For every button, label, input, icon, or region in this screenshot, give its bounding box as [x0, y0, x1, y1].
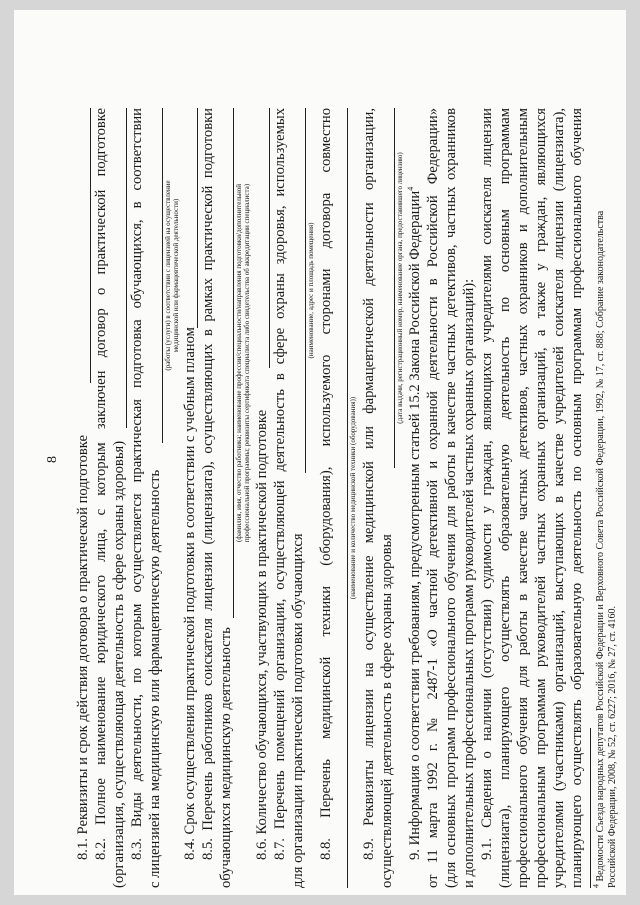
item-8-9-line2: осуществляющей деятельность в сфере охраны здоровья [379, 534, 395, 888]
item-9-line2: от 11 марта 1992 г. № 2487-1 «О частной детективной и охранной деятельности в Российской Федерации» [425, 108, 441, 888]
fill-line-8-6 [269, 108, 270, 368]
item-8-8-line1: 8.8. Перечень медицинской техники (оборудования), используемого сторонами договора совместно [318, 108, 334, 860]
item-8-3-line2: с лицензией на медицинскую или фармацевтическую деятельность [147, 469, 163, 888]
item-8-5-line1: 8.5. Перечень работников соискателя лицензии (лицензиата), осуществляющих в рамках практической подготовки [200, 108, 216, 860]
item-8-2-line1: 8.2. Полное наименование юридического лица, с которым заключен договор о практической подготовке [93, 108, 109, 860]
item-8-1: 8.1. Реквизиты и срок действия договора о практической подготовке [75, 435, 91, 860]
fill-line-8-9 [394, 108, 395, 468]
item-8-9-line1: 8.9. Реквизиты лицензии на осуществление медицинской или фармацевтической деятельности организации, [361, 108, 377, 860]
item-9-1-line2: (лицензиата), планирующего осуществлять образовательную деятельность по основным программам [497, 108, 513, 888]
item-9-line1 [407, 110, 423, 860]
document-page [14, 10, 626, 895]
fill-line-8-2 [126, 108, 127, 428]
fill-line-8-8 [347, 108, 348, 888]
footnote-line1-text: Ведомости Съезда народных депутатов Российской Федерации и Верховного Совета Российской Федерации, 1992, № 17, ст. 888; Собрание законодательства [595, 210, 606, 882]
item-9-line1-text: 9. Информация о соответствии требованиям, предусмотренным статьей 15.2 Закона Российской Федерации [407, 190, 423, 860]
item-9-1-line6: планирующего осуществлять образовательную деятельность по основным программам профессионального обучения [569, 108, 585, 888]
item-9-line4: и дополнительных профессиональных программ руководителей частных охранных организаций): [461, 278, 477, 888]
footnote-ref-4: 4 [406, 186, 416, 191]
hint-8-9: (дата выдачи, регистрационный номер, наименование органа, предоставившего лицензию) [396, 152, 404, 424]
item-8-5-line2: обучающихся медицинскую деятельность [218, 627, 234, 888]
fill-line-8-5 [233, 108, 234, 618]
fill-line-8-4 [197, 108, 198, 328]
footnote-line2: Российской Федерации, 2008, № 52, ст. 6227; 2016, № 27, ст. 4160. [607, 606, 618, 888]
item-9-1-line4: профессиональным программам руководителей частных охранных организаций, а также у граждан, являющихся [533, 108, 549, 888]
item-9-1-line3: профессионального обучения для работы в качестве частных детективов, частных охранников и дополнительным [515, 108, 531, 888]
fill-line-8-1 [90, 108, 91, 383]
item-8-7-line2: для организации практической подготовки обучающихся [290, 533, 306, 888]
item-8-4: 8.4. Срок осуществления практической подготовки в соответствии с учебным планом [182, 327, 198, 860]
item-9-1-line1: 9.1. Сведения о наличии (отсутствии) судимости у граждан, являющихся учредителями соискателя лицензии [479, 108, 495, 860]
item-9-line3: (для основных программ профессионального обучения для работы в качестве частных детективов, частных охранников [443, 108, 459, 888]
hint-8-3-line1: (работы (услуги) в соответствии с лицензией на осуществление [164, 180, 172, 371]
footnote-mark: 4 [591, 884, 601, 888]
item-9-1-line5: учредителями (участниками) организаций, выступающих в качестве учредителей соискателя лицензии (лицензиата), [551, 108, 567, 888]
hint-8-5-line1: (фамилия, имя, отчество работника; наименование профессии/специальности/направления подготовки/дополнительной [235, 183, 243, 543]
rotated-content [21, 18, 621, 888]
hint-8-7: (наименование, адрес и площадь помещения) [307, 222, 315, 359]
footnote-line1 [591, 108, 607, 888]
item-8-6: 8.6. Количество обучающихся, участвующих в практической подготовке [254, 409, 270, 860]
item-8-2-line2: (организация, осуществляющая деятельность в сфере охраны здоровья) [111, 440, 127, 888]
fill-line-8-3 [162, 108, 163, 443]
hint-8-5-line2: профессиональной программы; реквизиты сертификата специалиста либо свидетельства об аккредитации специалиста) [243, 183, 251, 543]
item-8-3-line1: 8.3. Виды деятельности, по которым осуществляется практическая подготовка обучающихся, в соответствии [129, 108, 145, 860]
item-8-7-line1: 8.7. Перечень помещений организации, осуществляющей деятельность в сфере охраны здоровья, используемых [272, 108, 288, 860]
hint-8-3-line2: медицинской или фармацевтической деятельности) [172, 198, 180, 353]
page-number: 8 [45, 456, 60, 463]
footnote-separator [590, 728, 591, 888]
fill-line-8-7 [305, 108, 306, 473]
hint-8-8: (наименование и количество медицинской техники (оборудования)) [349, 396, 357, 600]
